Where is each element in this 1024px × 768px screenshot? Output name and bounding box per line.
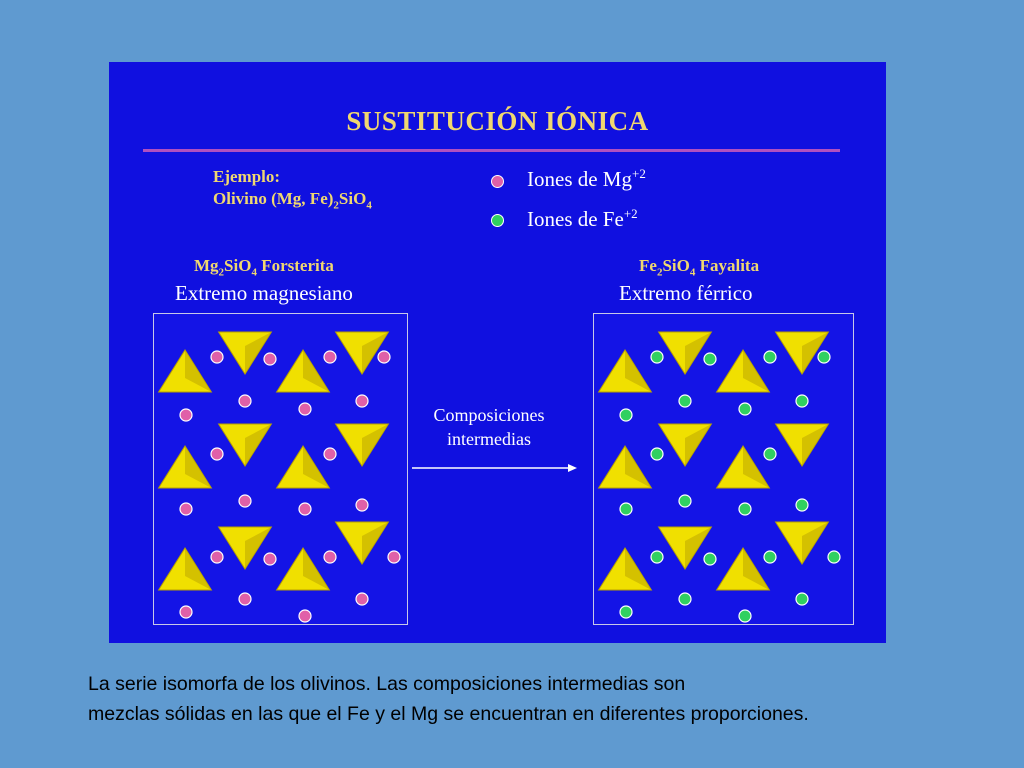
fe-ion [818, 351, 830, 363]
mg-ion [180, 503, 192, 515]
mg-ion [299, 403, 311, 415]
fayalita-title: $Fe_2SiO_4$ Fayalita [639, 256, 760, 279]
caption-line-1: La serie isomorfa de los olivinos. Las composiciones intermedias son [88, 673, 686, 695]
example-formula: Olivino (Mg, $Fe)_2SiO_4$ [213, 189, 372, 212]
mg-ion [239, 593, 251, 605]
fe-ion [620, 606, 632, 618]
fe-ion [679, 593, 691, 605]
sio4-tetrahedron [159, 446, 212, 488]
fayalita-subtitle: Extremo férrico [619, 281, 753, 305]
arrow-label: Composiciones intermedias [433, 405, 545, 449]
slide [109, 62, 886, 643]
mg-ion [356, 593, 368, 605]
sio4-tetrahedron [776, 424, 829, 466]
fe-ion [620, 409, 632, 421]
mg-ion [211, 551, 223, 563]
sio4-tetrahedron [159, 548, 212, 590]
fe-ion [739, 610, 751, 622]
sio4-tetrahedron [277, 446, 330, 488]
mg-ion [211, 351, 223, 363]
sio4-tetrahedron [659, 527, 712, 569]
mg-ion [264, 353, 276, 365]
mg-ion [356, 499, 368, 511]
composition-arrowhead [568, 464, 577, 472]
fe-ion [764, 551, 776, 563]
forsterita-title: $Mg_2SiO_4$ Forsterita [194, 256, 334, 279]
mg-ion [180, 606, 192, 618]
fe-ion [739, 503, 751, 515]
mg-legend-label: Iones de $Mg^{+2}$ [527, 166, 646, 191]
crystal-structures [109, 62, 886, 643]
fe-ion [796, 593, 808, 605]
mg-ion [324, 351, 336, 363]
sio4-tetrahedron [599, 446, 652, 488]
mg-ion [324, 551, 336, 563]
fe-ion [828, 551, 840, 563]
sio4-tetrahedron [717, 446, 770, 488]
sio4-tetrahedron [717, 350, 770, 392]
forsterita-subtitle: Extremo magnesiano [175, 281, 353, 305]
caption [88, 669, 988, 729]
sio4-tetrahedron [277, 350, 330, 392]
fe-ion [651, 448, 663, 460]
caption-line-2: mezclas sólidas en las que el Fe y el Mg se encuentran en diferentes proporciones. [88, 703, 809, 725]
sio4-tetrahedron [277, 548, 330, 590]
sio4-tetrahedron [599, 548, 652, 590]
mg-ion [264, 553, 276, 565]
mg-ion [211, 448, 223, 460]
mg-ion [356, 395, 368, 407]
example-label: Ejemplo: [213, 167, 281, 186]
fe-ion [796, 395, 808, 407]
mg-ion [299, 503, 311, 515]
sio4-tetrahedron [336, 522, 389, 564]
mg-ion [378, 351, 390, 363]
sio4-tetrahedron [776, 522, 829, 564]
sio4-tetrahedron [219, 424, 272, 466]
mg-ion [299, 610, 311, 622]
sio4-tetrahedron [159, 350, 212, 392]
fe-ion [679, 495, 691, 507]
slide-title: SUSTITUCIÓN IÓNICA [346, 106, 649, 136]
sio4-tetrahedron [717, 548, 770, 590]
fe-ion [620, 503, 632, 515]
fe-ion [704, 553, 716, 565]
sio4-tetrahedron [599, 350, 652, 392]
mg-ion [388, 551, 400, 563]
sio4-tetrahedron [336, 424, 389, 466]
mg-ion [324, 448, 336, 460]
sio4-tetrahedron [659, 424, 712, 466]
sio4-tetrahedron [219, 527, 272, 569]
fe-ion [651, 351, 663, 363]
fe-ion [651, 551, 663, 563]
fe-ion [739, 403, 751, 415]
mg-ion [239, 495, 251, 507]
fe-ion [679, 395, 691, 407]
fe-ion [796, 499, 808, 511]
fe-legend-label: Iones de $Fe^{+2}$ [527, 206, 638, 231]
mg-ion [180, 409, 192, 421]
fe-ion [704, 353, 716, 365]
sio4-tetrahedron [659, 332, 712, 374]
mg-ion [239, 395, 251, 407]
fe-ion [764, 448, 776, 460]
sio4-tetrahedron [219, 332, 272, 374]
fe-ion [764, 351, 776, 363]
